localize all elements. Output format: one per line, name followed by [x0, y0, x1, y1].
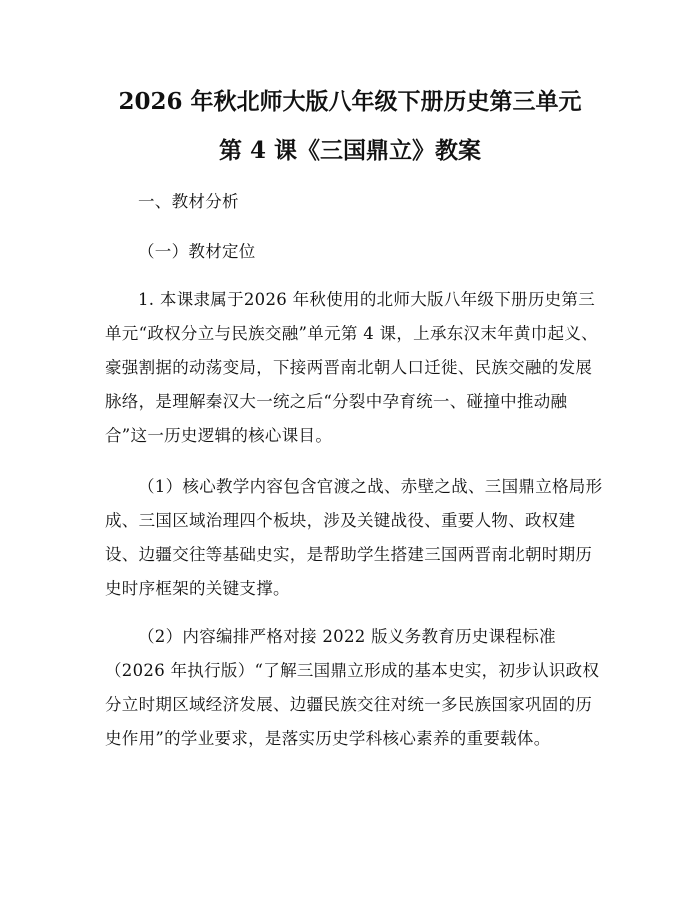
paragraph-3: （2）内容编排严格对接 2022 版义务教育历史课程标准（2026 年执行版）“了解三国鼎立形成的基本史实，初步认识政权分立时期区域经济发展、边疆民族交往对统一多民族国家巩固的历史作用”的学业要求，是落实历史学科核心素养的重要载体。 — [105, 627, 600, 748]
paragraph-1: 1. 本课隶属于2026 年秋使用的北师大版八年级下册历史第三单元“政权分立与民族交融”单元第 4 课，上承东汉末年黄巾起义、豪强割据的动荡变局，下接两晋南北朝人口迁徙、民族交融的发展脉络，是理解秦汉大一统之后“分裂中孕育统一、碰撞中推动融合”这一历史逻辑的核心课目。 — [105, 290, 598, 445]
document-title-line-1: 2026 年秋北师大版八年级下册历史第三单元 — [118, 88, 582, 115]
document-title-line-2: 第 4 课《三国鼎立》教案 — [218, 137, 482, 164]
section-heading: 一、教材分析 — [138, 192, 239, 211]
paragraph-2: （1）核心教学内容包含官渡之战、赤壁之战、三国鼎立格局形成、三国区域治理四个板块，涉及关键战役、重要人物、政权建设、边疆交往等基础史实，是帮助学生搭建三国两晋南北朝时期历史时序框架的关键支撑。 — [105, 477, 603, 598]
subsection-heading: （一）教材定位 — [138, 242, 256, 261]
